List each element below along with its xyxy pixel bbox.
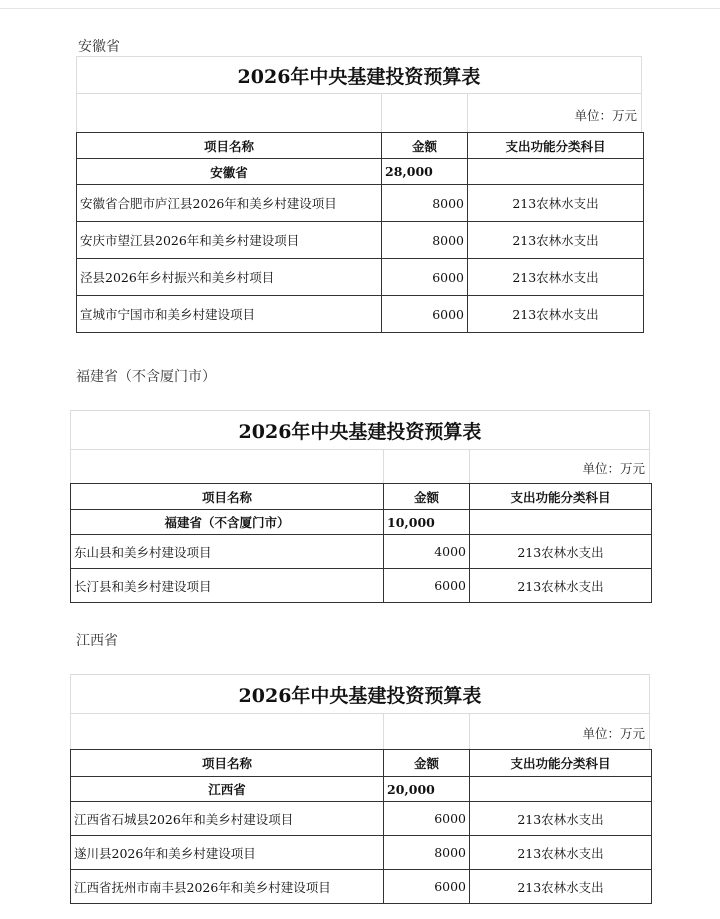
project-name: 江西省石城县2026年和美乡村建设项目 [71, 802, 384, 836]
project-amount: 8000 [382, 222, 468, 259]
province-total-row [71, 510, 652, 535]
budget-title-fujian: 2026年中央基建投资预算表 [70, 410, 650, 450]
project-category: 213农林水支出 [468, 296, 644, 333]
table-row [77, 259, 644, 296]
project-amount: 8000 [382, 185, 468, 222]
table-header-row [71, 484, 652, 510]
project-amount: 6000 [382, 296, 468, 333]
budget-table-anhui [76, 132, 644, 333]
unit-row-jiangxi [70, 714, 650, 749]
budget-title-anhui: 2026年中央基建投资预算表 [76, 56, 642, 94]
header-project-name: 项目名称 [71, 750, 384, 777]
project-amount: 6000 [384, 870, 470, 904]
project-category: 213农林水支出 [470, 535, 652, 569]
project-name: 泾县2026年乡村振兴和美乡村项目 [77, 259, 382, 296]
table-row [77, 222, 644, 259]
budget-table-fujian [70, 483, 652, 603]
province-category [470, 777, 652, 802]
table-header-row [71, 750, 652, 777]
header-category: 支出功能分类科目 [470, 484, 652, 510]
table-row [71, 870, 652, 904]
table-row [77, 185, 644, 222]
section-label-fujian: 福建省（不含厦门市） [76, 369, 216, 385]
project-category: 213农林水支出 [470, 870, 652, 904]
budget-table-jiangxi [70, 749, 652, 904]
project-name: 宣城市宁国市和美乡村建设项目 [77, 296, 382, 333]
project-name: 遂川县2026年和美乡村建设项目 [71, 836, 384, 870]
table-row [71, 802, 652, 836]
province-category [470, 510, 652, 535]
unit-label-jiangxi: 单位：万元 [582, 726, 645, 741]
table-header-row [77, 133, 644, 159]
project-amount: 6000 [384, 569, 470, 603]
header-category: 支出功能分类科目 [468, 133, 644, 159]
project-category: 213农林水支出 [470, 569, 652, 603]
project-category: 213农林水支出 [470, 802, 652, 836]
project-category: 213农林水支出 [468, 259, 644, 296]
province-amount: 20,000 [384, 777, 470, 802]
table-row [71, 836, 652, 870]
header-amount: 金额 [384, 484, 470, 510]
province-name: 安徽省 [77, 159, 382, 185]
header-category: 支出功能分类科目 [470, 750, 652, 777]
table-row [71, 569, 652, 603]
section-label-jiangxi: 江西省 [76, 633, 118, 649]
header-project-name: 项目名称 [71, 484, 384, 510]
province-amount: 28,000 [382, 159, 468, 185]
unit-row-anhui [76, 94, 642, 132]
project-name: 东山县和美乡村建设项目 [71, 535, 384, 569]
unit-row-fujian [70, 450, 650, 483]
project-amount: 4000 [384, 535, 470, 569]
budget-title-jiangxi: 2026年中央基建投资预算表 [70, 674, 650, 714]
province-category [468, 159, 644, 185]
project-name: 江西省抚州市南丰县2026年和美乡村建设项目 [71, 870, 384, 904]
unit-label-fujian: 单位：万元 [582, 461, 645, 476]
province-name: 福建省（不含厦门市） [71, 510, 384, 535]
project-category: 213农林水支出 [470, 836, 652, 870]
top-divider [0, 8, 720, 9]
header-amount: 金额 [382, 133, 468, 159]
project-name: 安庆市望江县2026年和美乡村建设项目 [77, 222, 382, 259]
province-total-row [77, 159, 644, 185]
unit-label-anhui: 单位：万元 [574, 108, 637, 123]
project-category: 213农林水支出 [468, 185, 644, 222]
project-category: 213农林水支出 [468, 222, 644, 259]
section-label-anhui: 安徽省 [78, 39, 120, 55]
project-name: 长汀县和美乡村建设项目 [71, 569, 384, 603]
project-amount: 8000 [384, 836, 470, 870]
header-project-name: 项目名称 [77, 133, 382, 159]
province-name: 江西省 [71, 777, 384, 802]
table-row [71, 535, 652, 569]
province-total-row [71, 777, 652, 802]
project-amount: 6000 [382, 259, 468, 296]
project-amount: 6000 [384, 802, 470, 836]
project-name: 安徽省合肥市庐江县2026年和美乡村建设项目 [77, 185, 382, 222]
header-amount: 金额 [384, 750, 470, 777]
province-amount: 10,000 [384, 510, 470, 535]
table-row [77, 296, 644, 333]
